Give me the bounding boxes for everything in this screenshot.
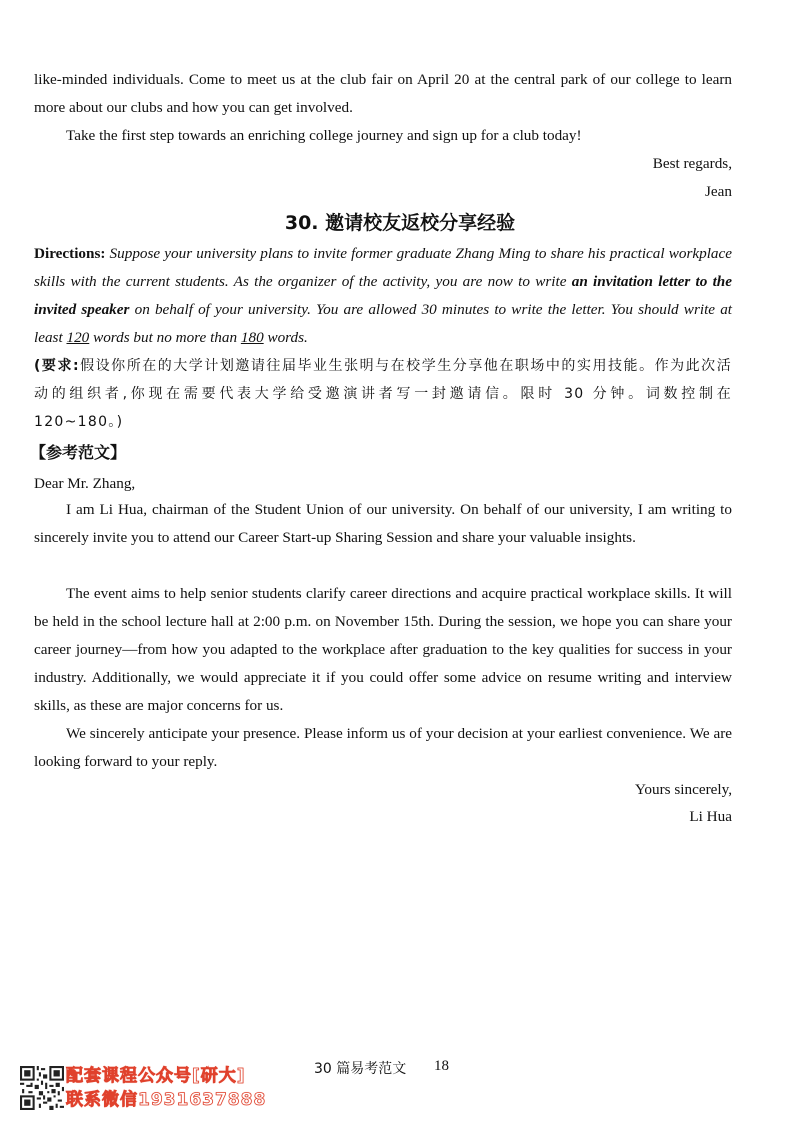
directions-text-4: words.	[263, 329, 308, 346]
previous-letter-closing-paragraph: Take the first step towards an enriching college journey and sign up for a club today!	[66, 127, 582, 144]
requirements-label: (要求:	[34, 358, 80, 374]
previous-letter-signature: Jean	[705, 183, 732, 200]
previous-letter-sign-off: Best regards,	[652, 155, 732, 172]
directions-text-3: words but no more than	[89, 329, 241, 346]
section-title: 30. 邀请校友返校分享经验	[284, 212, 516, 234]
qr-code-icon	[20, 1066, 64, 1110]
directions-emphasis: an invitation letter to the invited speaker	[34, 273, 732, 318]
requirements-paragraph	[34, 352, 732, 436]
page-number: 18	[434, 1058, 449, 1074]
letter-paragraph-3: We sincerely anticipate your presence. Please inform us of your decision at your earliest convenience. We are looking forward to your reply.	[34, 725, 732, 770]
promo-line-2: 联系微信1931637888	[66, 1090, 267, 1110]
requirements-text: 假设你所在的大学计划邀请往届毕业生张明与在校学生分享他在职场中的实用技能。作为此次活动的组织者,你现在需要代表大学给受邀演讲者写一封邀请信。限时 30 分钟。词数控制在 120~180。)	[34, 358, 732, 430]
letter-paragraph-1: I am Li Hua, chairman of the Student Union of our university. On behalf of our university, I am writing to sincerely invite you to attend our Career Start-up Sharing Session and share your valuable insights.	[34, 501, 732, 546]
directions-label: Directions:	[34, 245, 106, 262]
min-words: 120	[66, 329, 90, 346]
letter-salutation: Dear Mr. Zhang,	[34, 475, 136, 492]
directions-text-1: Suppose your university plans to invite former graduate Zhang Ming to share his practical workplace skills with the current students. As the organizer of the activity, you are now to write	[34, 245, 732, 290]
promo-line-1: 配套课程公众号[研大]	[66, 1066, 246, 1086]
directions-text-2: on behalf of your university. You are allowed 30 minutes to write the letter. You should write at least	[34, 301, 733, 346]
letter-closing: Yours sincerely,	[634, 781, 732, 798]
letter-paragraph-2: The event aims to help senior students clarify career directions and acquire practical workplace skills. It will be held in the school lecture hall at 2:00 p.m. on November 15th. During the session, we hope you can share your career journey—from how you adapted to the workplace after graduation to the key qualities for success in your industry. Additionally, we would appreciate it if you could offer some advice on resume writing and interview skills, as these are major concerns for us.	[34, 585, 732, 714]
directions-paragraph	[34, 240, 732, 352]
reference-essay-heading: 【参考范文】	[30, 443, 127, 462]
letter-signature: Li Hua	[689, 808, 732, 825]
previous-letter-paragraph-end: like-minded individuals. Come to meet us at the club fair on April 20 at the central park of our college to learn more about our clubs and how you can get involved.	[34, 71, 732, 116]
footer-book-title: 30 篇易考范文	[314, 1061, 407, 1077]
max-words: 180	[240, 329, 264, 346]
